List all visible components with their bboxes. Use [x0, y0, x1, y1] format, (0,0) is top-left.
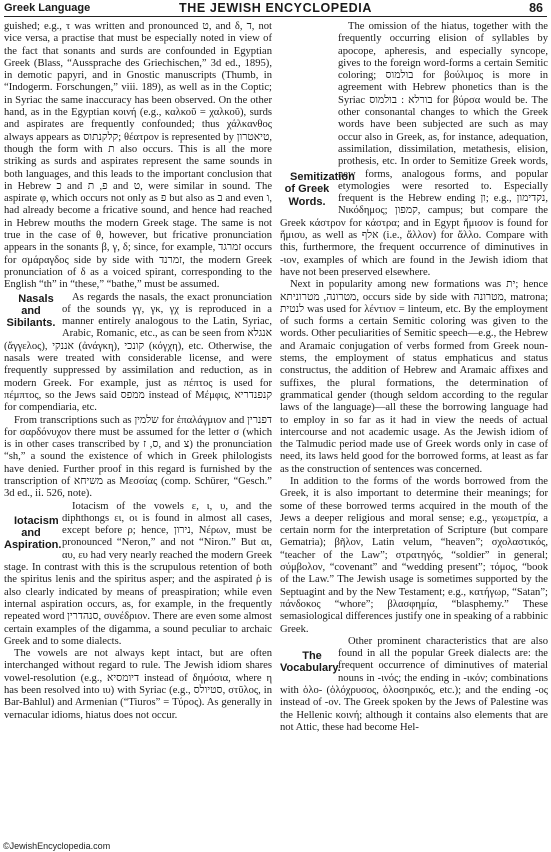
right-paragraph-2: Next in popularity among new formations was ית; hence מטרונה, מטרוניתא, occurs side by side with מטרונה, matrona; לנטית was used for λέντιον = linteum, etc. By the employment of such forms a certain Semitic coloring was given to the words. Other peculiarities of Semitic speech—e.g., the Hebrew and Aramaic conjugation of verbs formed from Greek noun-stems, the employment of status emphaticus and status constructus, the addition of Hebrew and Aramaic affixes and suffixes, the plural formations, the determination of grammatical gender (though seldom according to the regular laws of the language)—all these the borrowing language had to employ in so far as it had in view the needs of actual intercourse and not academic usage. As the Jewish idiom of the Talmudic period made use of Greek words only in case of need, its laws held good for the borrowed forms, at least as far as the construction of sentences was concerned. — [280, 279, 549, 475]
right-paragraph-4-text: Other prominent characteristics that are also found in all the popular Greek dialects are: the frequent occurrence of diminutives of material nouns in -ινός; the ending in -ικόν; combinations with ὁλο- (ὁλόχρυσος, ὁλοσηρικός, etc.); and the ending -ος instead of -ον. The Greek spoken by the Jews of Palestine was the Hellenic κοινή; although it contains also elements that are not Attic, these had become Hel- — [280, 635, 548, 733]
sidenote-nasals-sibilants: Nasals and Sibilants. — [6, 292, 56, 330]
left-paragraph-2 — [4, 292, 272, 415]
header-article-title: Greek Language — [4, 2, 91, 14]
copyright-icon: © — [3, 841, 10, 851]
right-paragraph-4 — [280, 636, 548, 734]
left-paragraph-5: The vowels are not always kept intact, but are often interchanged without regard to rule. The Jewish idiom shares vowel-resolution (e.g., דיומסיא instead of δημόσια, where η has been resolved into ιυ) with Syriac (e.g., סטיולס, στῦλος, in Bar-Bahlul) and Armenian (“Tiuros” = Τύρος). As generally in vernacular idioms, hiatus does not occur. — [4, 648, 272, 721]
right-paragraph-1-text: The omission of the hiatus, together with the frequently occurring elision of syllables by apocope, apheresis, and especially syncope, gives to the foreign word-forms a certain Semitic coloring; בולמוס for βούλιμος is more in agreement with Hebrew phonetics than is the Syriac בורלא : בולמוס for βύρσα would be. The other consonantal changes to which the Greek words have been subjected are such as may occur also in Greek, as, for instance, adequation, assimilation, dissimilation, metathesis, elision, prothesis, etc. In order to Semitize Greek words, new forms, analogous forms, and popular etymologies were resorted to. Especially frequent is the Hebrew ending ון; e.g., נקדימון, Νικόδημος; קמפון, campus; but compare the Greek κάστρον for κάστρα; and in Egypt ἥμισον is found for ἥμισυ, as well as אלף (i.e., ἄλλον) for ἄλλο. Compare with this, furthermore, the frequent occurrence of diminutives in -ιον, examples of which are found in the Jewish idiom that have not been preserved elsewhere. — [280, 21, 549, 278]
right-paragraph-3: In addition to the forms of the words borrowed from the Greek, it is also important to determine their meanings; for some of these borrowed terms acquired in the mouth of the Jews a deeper religious and moral sense; e.g., γεωμετρία, a certain norm for the interpretation of Scripture (but compare Gematria); βῆλον, Latin velum, “heaven”; σχολαστικός, “teacher of the Law”; στρατηγός, “soldier” in general; σύμβολον, “covenant” and “wedding present”; τόμος, “book of the Law.” The Jewish usage is sometimes supported by the Septuagint and by the New Testament; e.g., κατήγωρ, “Satan”; πάνδοκος “whore”; βλασφημία, “blasphemy.” These semasiological differences justify one in speaking of a rabbinic Greek. — [280, 475, 548, 635]
sidenote-iotacism-aspiration: Iotacism and Aspiration. — [4, 514, 62, 552]
left-column — [4, 21, 272, 722]
left-paragraph-3: From transcriptions such as שלמין for ἐπαλάγμιον and דפנרין for σαρδόνυχον there must be assumed for the letter σ (which is in other cases transcribed by ס, ז, and צ) the pronunciation “sh,” a sound the existence of which in Greek philologists have denied. Further proof in this regard is furnished by the transcription of משיחא as Μεσσίας (comp. Schürer, “Gesch.” 3d ed., ii. 526, note). — [4, 414, 272, 500]
site-footer[interactable] — [3, 841, 110, 851]
page-header — [0, 0, 551, 16]
left-paragraph-1: guished; e.g., τ was written and pronounced ט, and δ, ד, not vice versa, a practise that must be especially noted in view of the fact that sonants and surds are confounded in Egyptian Greek (Blass, “Aussprache des Griechischen,” 3d ed., 1895), in demotic papyri, and in Gnostic manuscripts (Thumb, in “Indogerm. Forschungen,” viii. 189), as well as in the Coptic; in Syriac the same inaccuracy has been observed. On the other hand, as in the Egyptian κοινή (e.g., καλκοῦ = χαλκοῦ), surds and aspirates are frequently confounded; thus χάλκανθος always appears as קלקנתוס; θέατρον is represented by טיאטרון, though the form with ת also occurs. This is all the more striking as surds and aspirates represent the same sounds in both languages, and this leads to the important conclusion that in Hebrew כ and פ, ת and ט, were similar in sound. The aspirate φ, which occurs not only as פ but also as ב and even ו, had already become a fricative sound, and hence had reached in Hebrew mouths the modern Greek stage. The same is not true in the case of θ, however, but fricative pronunciation appears in the sonants β, γ, δ; since, for example, זמרגד occurs for σμάραγδος side by side with זמרנד, the modern Greek pronunciation of δ as a voiced spirant, corresponding to the English “th” in “these,” “bathe,” must be assumed. — [4, 21, 273, 291]
left-paragraph-4 — [4, 501, 272, 649]
header-rule — [4, 16, 547, 17]
right-column — [280, 21, 548, 734]
header-publication-title: THE JEWISH ENCYCLOPEDIA — [179, 1, 372, 15]
right-paragraph-1 — [280, 21, 548, 279]
left-paragraph-2-text: As regards the nasals, the exact pronunciation of the sounds γγ, γκ, γχ is reproduced in a manner entirely analogous to the Latin, Syriac, Arabic, Romanic, etc., as can be seen from אנגלא (ἄγγελος), אננקי (ἀνάγκη), קונכי (κόγχη), etc. Otherwise, the nasals were treated with considerable license, and were frequently suppressed by assimilation and reduction, as in modern Greek. For example, just as πέπτος is used for πέμπτος, so the Jews said ממפס instead of Μέμφις, קנפנדריא for compendiaria, etc. — [4, 291, 273, 414]
footer-link[interactable]: JewishEncyclopedia.com — [9, 841, 111, 851]
sidenote-semitization: Semitization of Greek Words. — [284, 171, 355, 208]
sidenote-vocabulary: The Vocabulary. — [280, 649, 341, 675]
header-page-number: 86 — [529, 1, 543, 15]
left-paragraph-4-text: Iotacism of the vowels ε, ι, υ, and the diphthongs ει, οι is found in almost all cases, except before ρ; hence, נירון, Νέρων, must be pronounced “Neron,” and not “Niron.” But αι, αυ, ευ had very nearly reached the modern Greek stage. In contrast with this is the scrupulous retention of both the spiritus lenis and the spiritus asper; and the aspirated ῥ is also clearly indicated by means of preaspiration; while even internal aspiration occurs, as, for example, in the frequently repeated word סנהדרין, συνέδριον. There are even some almost certain examples of the digamma, a sound peculiar to archaic Greek and to some dialects. — [4, 500, 272, 647]
